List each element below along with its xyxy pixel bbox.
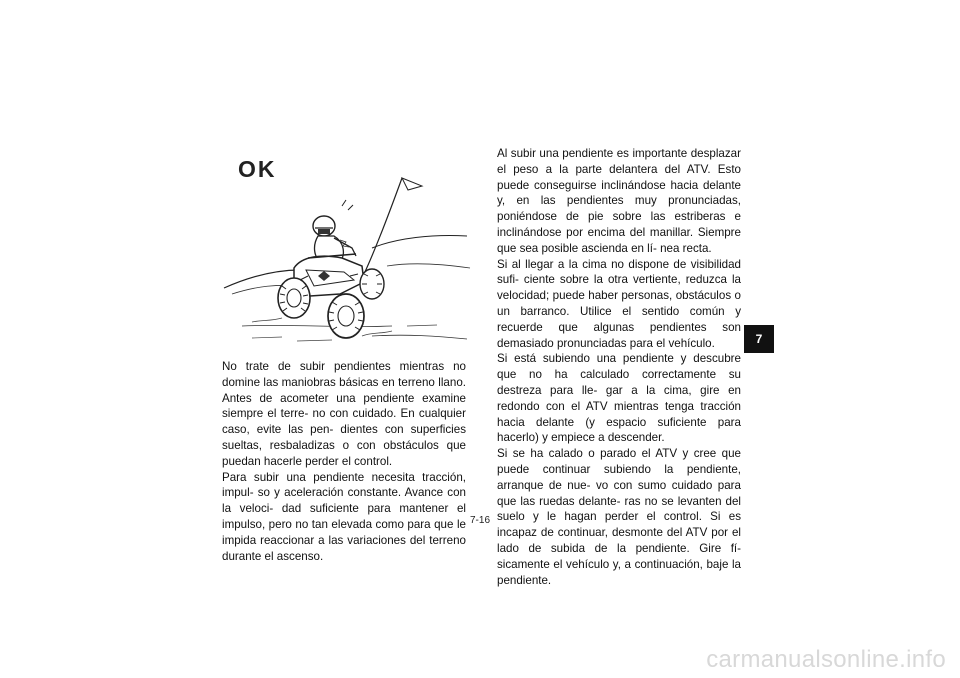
paragraph: No trate de subir pendientes mientras no domine las maniobras básicas en terreno llano. Antes de acometer una pendiente examine siempre el terre- no con cuidado. En cualquier caso, evite las pen- dientes con superficies sueltas, resbaladizas o con obstáculos que puedan hacerle perder el control.: [222, 360, 466, 468]
paragraph: Si al llegar a la cima no dispone de visibilidad sufi- ciente sobre la otra vertiente, reduzca la velocidad; puede haber personas, obstáculos o un barranco. Utilice el sentido común y recuerde que algunas pendientes son demasiado pronunciadas para el vehículo.: [497, 257, 741, 350]
ok-label: OK: [238, 156, 277, 182]
page-number: 7-16: [469, 515, 490, 526]
paragraph: Al subir una pendiente es importante desplazar el peso a la parte delantera del ATV. Esto puede conseguirse inclinándose hacia delante y, en las pendientes muy pronunciadas, poniéndose de pie sobre las estriberas e inclinándose por encima del manillar. Siempre que sea posible ascienda en lí- nea recta.: [497, 147, 741, 255]
atv-uphill-illustration: [222, 176, 472, 354]
left-text-column: [222, 359, 466, 564]
paragraph: Para subir una pendiente necesita tracción, impul- so y aceleración constante. Avance con la veloci- dad suficiente para mantener el impulso, pero no tan elevada como para que le impida reaccionar a las variaciones del terreno durante el ascenso.: [222, 470, 466, 563]
chapter-tab: 7: [744, 325, 774, 353]
watermark: carmanualsonline.info: [706, 646, 946, 673]
paragraph: Si está subiendo una pendiente y descubre que no ha calculado correctamente su destreza para lle- gar a la cima, gire en redondo con el ATV mientras tenga tracción hacia delante (y espacio suficiente para hacerlo) y empiece a descender.: [497, 352, 741, 445]
paragraph: Si se ha calado o parado el ATV y cree que puede continuar subiendo la pendiente, arranque de nue- vo con sumo cuidado para que las ruedas delante- ras no se levanten del suelo y le hagan perder el control. Si es incapaz de continuar, desmonte del ATV por el lado de subida de la pendiente. Gire fí- sicamente el vehículo y, a continuación, baje la pendiente.: [497, 447, 741, 587]
